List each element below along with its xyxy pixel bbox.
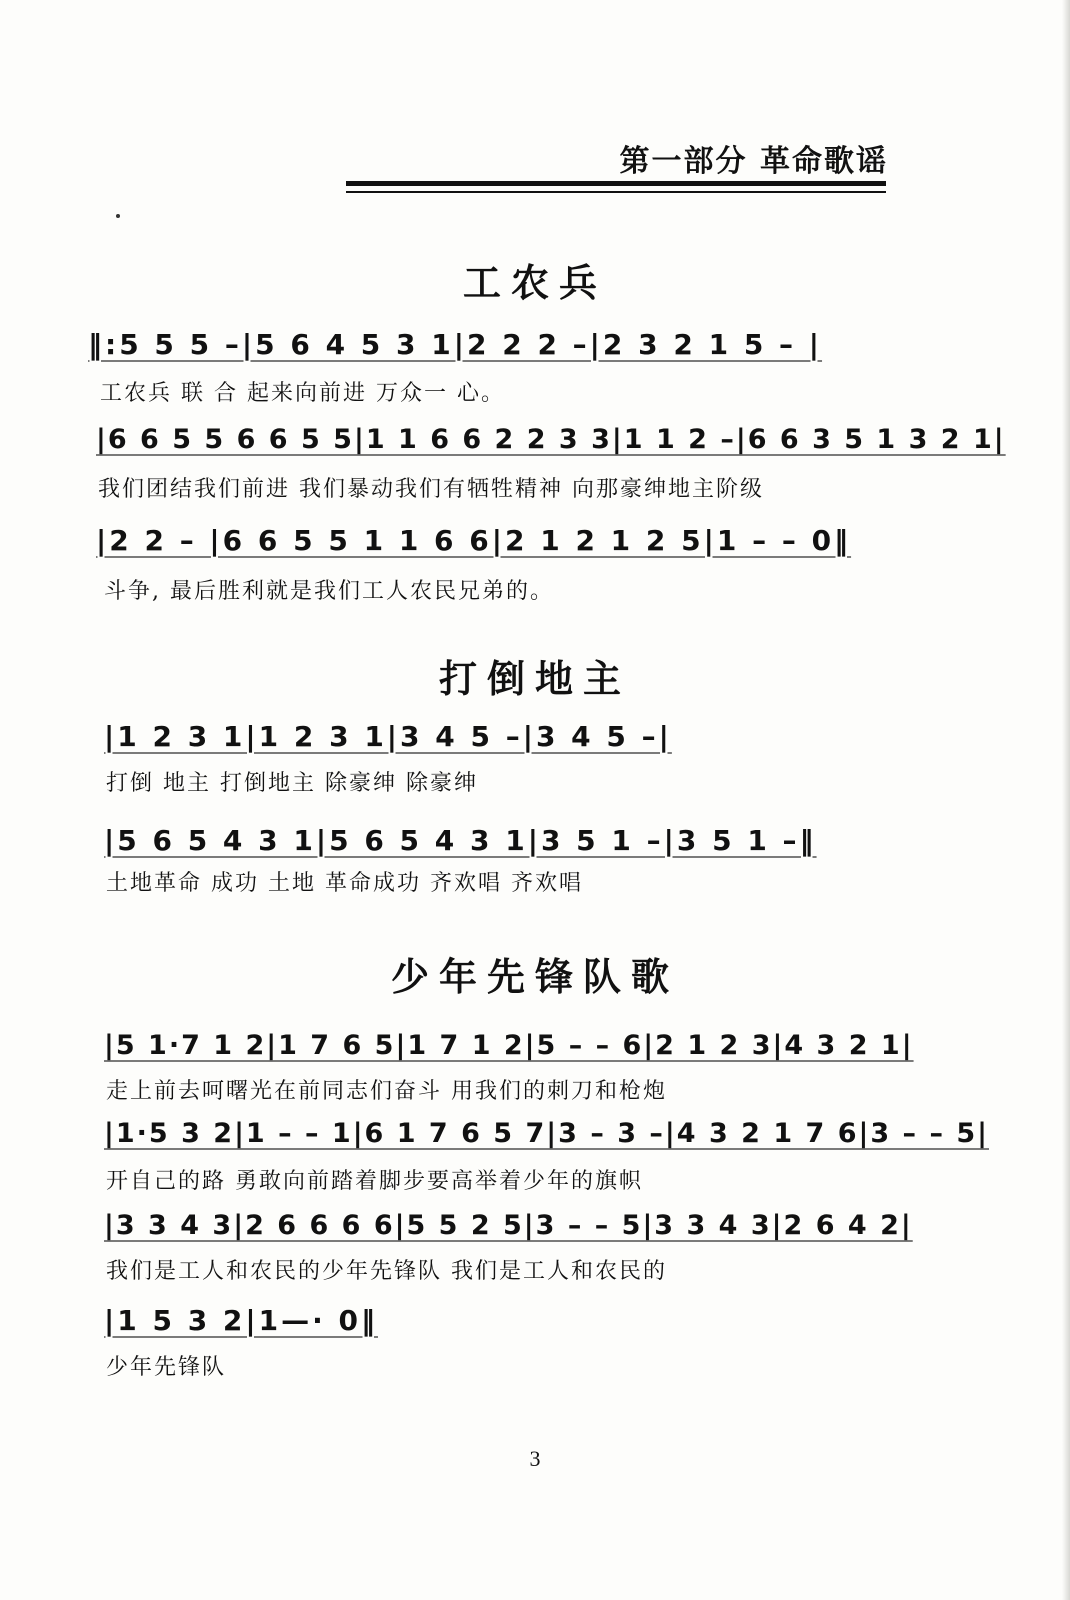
- header-rule-thin: [346, 191, 886, 193]
- lyric-line: 斗争, 最后胜利就是我们工人农民兄弟的。: [104, 579, 554, 604]
- lyric-line: 我们是工人和农民的少年先锋队 我们是工人和农民的: [106, 1259, 667, 1284]
- notation-line: |5 1·7 1 2|1 7 6 5|1 7 1 2|5 – – 6|2 1 2 3|4 3 2 1|: [104, 1030, 914, 1061]
- notation-line: |1 5 3 2|1—· 0‖: [104, 1304, 378, 1337]
- song-title-dadaodizhu: 打倒地主: [438, 656, 631, 701]
- scan-edge-shadow: [1062, 0, 1070, 1600]
- song-title-shaonianxianfengduige: 少年先锋队歌: [390, 954, 679, 999]
- notation-line: |2 2 – |6 6 5 5 1 1 6 6|2 1 2 1 2 5|1 – – 0‖: [96, 524, 852, 557]
- lyric-line: 工农兵 联 合 起来向前进 万众一 心。: [100, 381, 505, 406]
- page-number: 3: [529, 1446, 541, 1471]
- scan-speck: [116, 214, 120, 218]
- notation-line: ‖:5 5 5 –|5 6 4 5 3 1|2 2 2 –|2 3 2 1 5 – |: [88, 328, 823, 361]
- notation-line: |3 3 4 3|2 6 6 6 6|5 5 2 5|3 – – 5|3 3 4 3|2 6 4 2|: [104, 1210, 913, 1241]
- notation-line: |1 2 3 1|1 2 3 1|3 4 5 –|3 4 5 –|: [104, 720, 672, 753]
- lyric-line: 开自己的路 勇敢向前踏着脚步要高举着少年的旗帜: [106, 1169, 643, 1194]
- notation-line: |6 6 5 5 6 6 5 5|1 1 6 6 2 2 3 3|1 1 2 –|6 6 3 5 1 3 2 1|: [96, 424, 1006, 455]
- lyric-line: 走上前去呵曙光在前同志们奋斗 用我们的刺刀和枪炮: [106, 1079, 667, 1104]
- song-title-gongnongbing: 工农兵: [462, 260, 607, 305]
- lyric-line: 土地革命 成功 土地 革命成功 齐欢唱 齐欢唱: [106, 871, 583, 896]
- notation-line: |5 6 5 4 3 1|5 6 5 4 3 1|3 5 1 –|3 5 1 –‖: [104, 824, 817, 857]
- header-rule-thick: [346, 181, 886, 186]
- section-header: 第一部分 革命歌谣: [619, 144, 888, 179]
- lyric-line: 打倒 地主 打倒地主 除豪绅 除豪绅: [106, 771, 478, 796]
- lyric-line: 少年先锋队: [106, 1355, 227, 1380]
- notation-line: |1·5 3 2|1 – – 1|6 1 7 6 5 7|3 – 3 –|4 3 2 1 7 6|3 – – 5|: [104, 1118, 989, 1149]
- lyric-line: 我们团结我们前进 我们暴动我们有牺牲精神 向那豪绅地主阶级: [98, 477, 764, 502]
